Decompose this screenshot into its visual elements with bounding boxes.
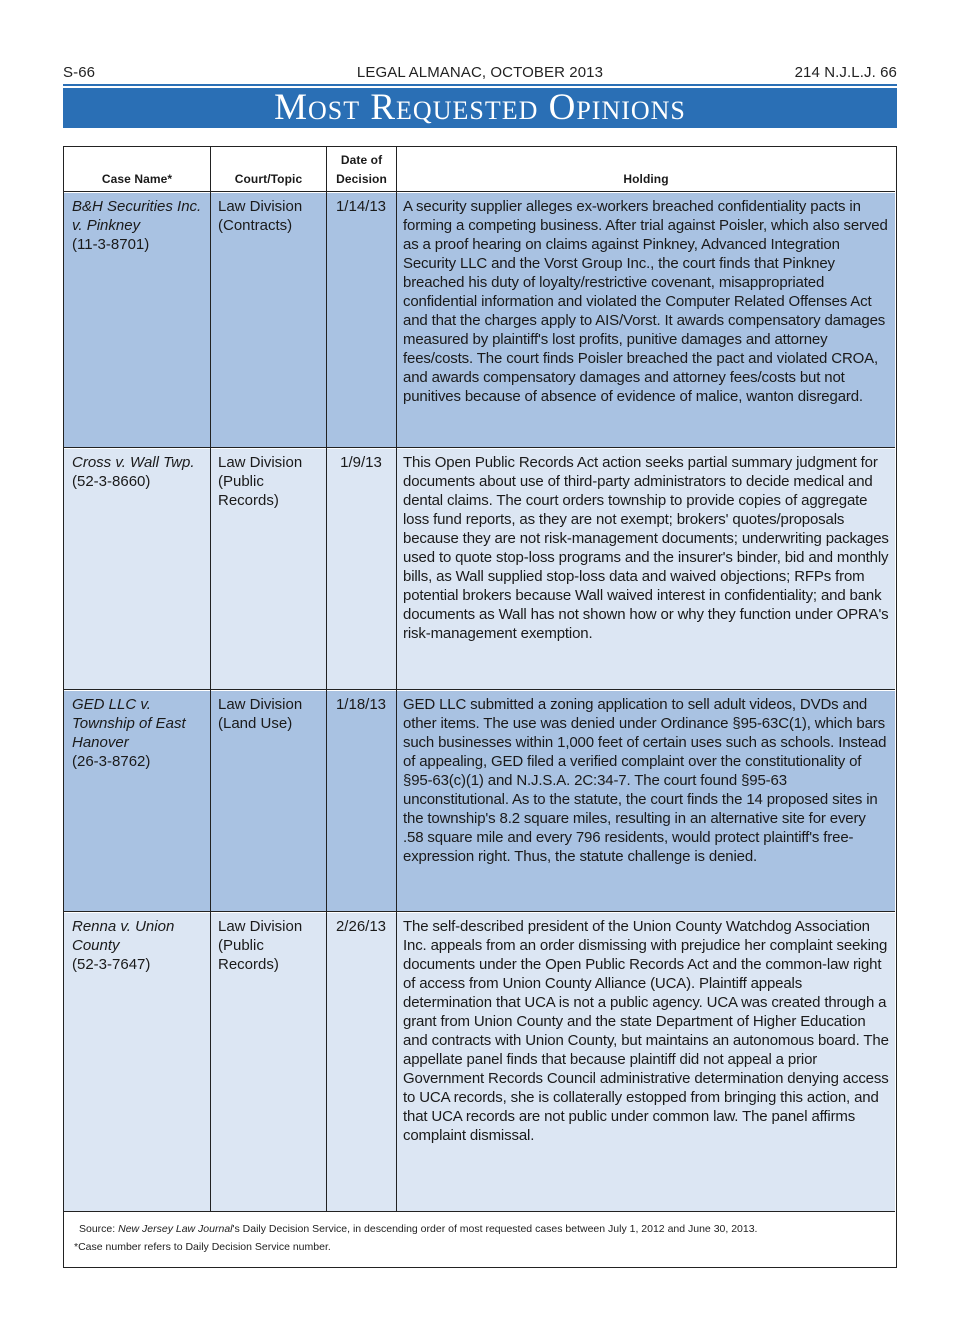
court-topic-cell	[218, 913, 326, 974]
header-date-line1: Date of	[340, 153, 383, 167]
holding-text: The self-described president of the Union County Watchdog Association Inc. appeals from an order dismissing with prejudice her complaint seeking documents under the Open Public Records Act and the common-law right of access from Union County Alliance (UCA). Plaintiff appeals determination that UCA is not a public agency. UCA was created through a grant from Union County and the state Department of Higher Education and contracts with Union County, but maintains an autonomous board. The appellate panel finds that because plaintiff did not appeal a prior Government Records Council administrative determination denying access to UCA records, she is collaterally estopped from bringing this action, and that UCA records are not public under common law. The panel affirms complaint dismissal.	[403, 918, 889, 1144]
case-name-cell	[72, 913, 208, 974]
table-row	[64, 449, 895, 690]
decision-date: 1/14/13	[335, 198, 387, 215]
case-name: Cross v. Wall Twp.	[72, 454, 195, 471]
court-topic-cell	[218, 691, 326, 733]
decision-date: 1/18/13	[335, 696, 387, 713]
source-note	[74, 1220, 895, 1238]
citation: 214 N.J.L.J. 66	[794, 64, 897, 81]
header-date-line2: Decision	[336, 172, 387, 186]
column-divider	[396, 147, 397, 1211]
case-name-cont: Township of East Hanover	[72, 715, 186, 751]
running-head	[63, 64, 897, 84]
source-publication: New Jersey Law Journal	[118, 1223, 233, 1235]
case-name: B&H Securities Inc.	[72, 198, 202, 215]
case-name: Renna v. Union	[72, 918, 175, 935]
publication-title: LEGAL ALMANAC, OCTOBER 2013	[356, 64, 604, 81]
table-footnote	[64, 1211, 895, 1266]
case-name-cell	[72, 193, 208, 254]
header-court-topic	[211, 147, 326, 192]
case-name-cell	[72, 691, 208, 771]
header-holding	[397, 147, 895, 192]
case-number-note: *Case number refers to Daily Decision Service number.	[74, 1241, 331, 1253]
page-number: S-66	[63, 64, 96, 81]
holding-text: GED LLC submitted a zoning application to sell adult videos, DVDs and other items. The use was denied under Ordinance §95-63C(1), which bars such businesses within 1,000 feet of certain uses such as schools. Instead of appealing, GED filed a verified complaint over the constitutionality of §95-63(c)(1) and N.J.S.A. 2C:34-7. The court found §95-63 unconstitutional. As to the statute, the court finds the 14 proposed sites in the township's 8.2 square miles, resulting in an alternative site for every .58 square mile and every 796 residents, would protect plaintiff's free-expression right. Thus, the statute challenge is denied.	[403, 696, 887, 865]
court: Law Division	[218, 454, 303, 471]
table-header-row	[64, 147, 895, 192]
court: Law Division	[218, 696, 303, 713]
table-row	[64, 913, 895, 1211]
table-row	[64, 691, 895, 912]
case-number: (26-3-8762)	[72, 753, 151, 770]
court-topic-cell	[218, 449, 326, 510]
case-name-cell	[72, 449, 208, 491]
page-title: Most Requested Opinions	[63, 86, 897, 128]
holding-text: A security supplier alleges ex-workers breached confidentiality pacts in forming a competing business. After trial against Poisler, which also served as a proof hearing on claims against Pinkney, Advanced Integration Security LLC and the Vorst Group Inc., the court finds that Pinkney breached his duty of loyalty/restrictive covenant, misappropriated confidential information and violated the Computer Related Offenses Act and that the charges apply to AIS/Vorst. It awards compensatory damages measured by plaintiff's lost profits, punitive damages and attorney fees/costs. The court finds Poisler breached the pact and violated CROA, and awards compensatory damages and attorney fees/costs but not punitives because of absence of evidence of malice, wanton disregard.	[403, 198, 888, 405]
topic: (Contracts)	[218, 217, 293, 234]
table-row	[64, 193, 895, 448]
header-holding-label: Holding	[623, 172, 669, 186]
decision-date: 1/9/13	[340, 454, 382, 471]
opinions-table	[63, 146, 897, 1268]
topic: (Land Use)	[218, 715, 293, 732]
case-name: GED LLC v.	[72, 696, 151, 713]
column-divider	[210, 147, 211, 1211]
holding-text: This Open Public Records Act action seeks partial summary judgment for documents about use of third-party administrators to decide medical and dental claims. The court orders township to provide copies of aggregate loss fund reports, as they are not exempt; brokers' quotes/proposals because they are not risk-management documents; underwriting packages used to quote stop-loss programs and the insurer's binder, bid and monthly bills, as Wall supplied stop-loss data and waived objections; RFPs from potential brokers because Wall waived interest in confidentiality; and bank documents as Wall has not shown how or why they function under OPRA's risk-management exemption.	[403, 454, 889, 642]
case-name-cont: County	[72, 937, 120, 954]
header-case-name	[64, 147, 210, 192]
header-case-name-label: Case Name*	[101, 172, 173, 186]
header-date	[327, 147, 396, 192]
case-number: (52-3-8660)	[72, 473, 151, 490]
header-court-topic-label: Court/Topic	[234, 172, 303, 186]
source-rest: 's Daily Decision Service, in descending order of most requested cases between July 1, 2012 and June 30, 2013.	[232, 1223, 758, 1235]
court: Law Division	[218, 918, 303, 935]
topic: (Public Records)	[218, 937, 279, 973]
column-divider	[326, 147, 327, 1211]
case-number: (11-3-8701)	[72, 236, 150, 253]
court-topic-cell	[218, 193, 326, 235]
court: Law Division	[218, 198, 303, 215]
decision-date: 2/26/13	[335, 918, 387, 935]
source-prefix: Source:	[79, 1223, 119, 1235]
case-number: (52-3-7647)	[72, 956, 151, 973]
topic: (Public Records)	[218, 473, 279, 509]
case-name-cont: v. Pinkney	[72, 217, 141, 234]
